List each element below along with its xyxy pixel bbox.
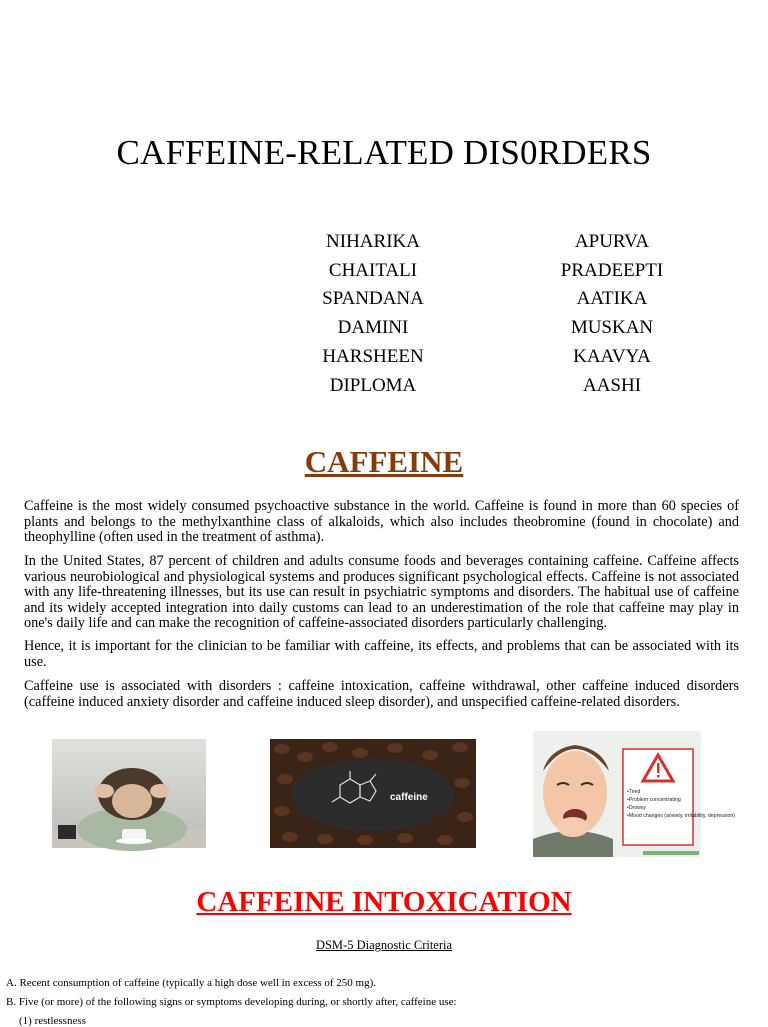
molecule-label: caffeine <box>390 792 428 803</box>
dsm-criteria-subheading: DSM-5 Diagnostic Criteria <box>315 938 453 952</box>
author-list-left <box>303 228 443 400</box>
warning-item: •Tired <box>627 789 641 795</box>
warning-item: •Problem concentrating <box>627 797 681 803</box>
author-list-right <box>542 228 682 400</box>
author-name: CHAITALI <box>328 259 418 281</box>
author-name: SPANDANA <box>322 288 424 310</box>
author-name: AATIKA <box>576 288 648 310</box>
caffeine-heading: CAFFEINE <box>304 444 464 479</box>
author-name: DAMINI <box>337 317 409 339</box>
warning-item: •Drowsy <box>627 805 647 811</box>
author-name: AASHI <box>582 374 642 396</box>
author-name: DIPLOMA <box>329 374 417 396</box>
page-title: CAFFEINE-RELATED DIS0RDERS <box>116 133 652 172</box>
caffeine-molecule-image <box>270 739 476 848</box>
caffeine-paragraph: Hence, it is important for the clinician to be familiar with caffeine, its effects, and problems that can be associated with its use. <box>24 638 739 670</box>
caffeine-paragraph: Caffeine is the most widely consumed psychoactive substance in the world. Caffeine is found in more than 60 species of plants and belongs to the methylxanthine class of alkaloids, which also includes theobromine (found in chocolate) and theophylline (often used in the treatment of asthma). <box>24 498 739 546</box>
author-name: NIHARIKA <box>326 231 420 252</box>
warning-item: •Mood changes (anxiety, irritability, depression) <box>627 813 736 819</box>
stressed-person-image <box>52 739 206 848</box>
criterion-item: (1) restlessness <box>19 1015 86 1027</box>
author-name: KAAVYA <box>573 345 651 367</box>
caffeine-paragraph: In the United States, 87 percent of children and adults consume foods and beverages containing caffeine. Caffeine affects various neurobiological and physiological systems and produces significant psychological effects. Caffeine is not associated with any life-threatening illnesses, but its use can result in psychiatric symptoms and disorders. The habitual use of caffeine and its widely accepted integration into daily customs can lead to an underestimation of the role that caffeine may play in one's daily life and can make the recognition of caffeine-associated disorders particularly challenging. <box>24 553 739 632</box>
caffeine-intoxication-heading: CAFFEINE INTOXICATION <box>196 886 572 918</box>
author-name: MUSKAN <box>570 317 654 339</box>
caffeine-paragraph: Caffeine use is associated with disorders : caffeine intoxication, caffeine withdrawal, other caffeine induced disorders (caffeine induced anxiety disorder and caffeine induced sleep disorder), and unspecified caffeine-related disorders. <box>24 678 739 710</box>
author-name: PRADEEPTI <box>560 259 664 281</box>
criterion-item: A. Recent consumption of caffeine (typically a high dose well in excess of 250 mg). <box>6 977 377 989</box>
author-name: HARSHEEN <box>322 345 424 367</box>
author-name: APURVA <box>574 231 650 252</box>
criterion-item: B. Five (or more) of the following signs or symptoms developing during, or shortly after, caffeine use: <box>6 996 457 1008</box>
yawning-man-warning-image <box>533 731 736 857</box>
